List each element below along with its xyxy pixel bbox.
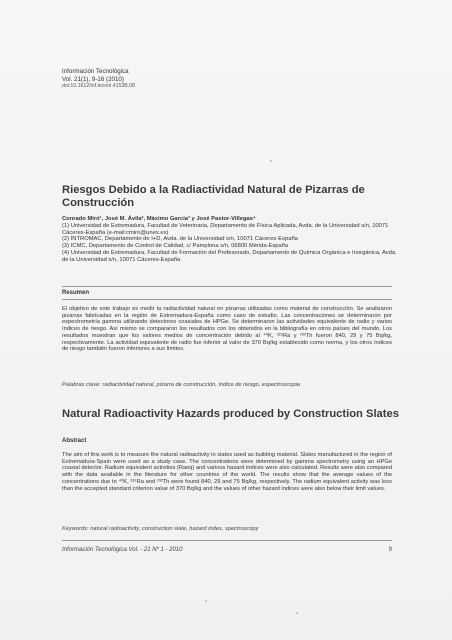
resumen-heading: Resumen (62, 290, 90, 296)
divider-top (62, 286, 392, 287)
resumen-keywords: Palabras clave: radiactividad natural, pizarra de construcción, índice de riesgo, espectroscopia (62, 382, 301, 388)
page-footer (62, 547, 392, 553)
scan-speck (296, 612, 298, 614)
affiliation-4: (4) Universidad de Extremadura, Facultad de Formación del Profesorado, Departamento de Química Orgánica e Inorgánica, Avda. de la Universidad s/n, 10071 Cáceres-España (62, 249, 397, 263)
abstract-keywords: Keywords: natural radioactivity, construction slate, hazard index, spectroscopy (62, 526, 259, 532)
affiliation-2: (2) INTROMAC, Departamento de I+D, Avda. de la Universidad s/n, 10071 Cáceres-España (62, 236, 298, 243)
author-names: Conrado Miró¹, José M. Ávila², Máximo García³ y José Pastor-Villegas⁴ (62, 216, 256, 222)
resumen-text: El objetivo de este trabajo es medir la radiactividad natural en pizarras utilizadas como material de construcción. Se analizaron pizarras fabricadas en la región de Extremadura-España como caso de estudio. Las concentraciones se determinaron por espectrometría gamma utilizando detectores coaxiales de HPGe. Se determinaron las actividades equivalente de radio y varios índices de riesgo. Así mismo se compararon los resultados con los obtenidos en la bibliografía en otros países del mundo. Los resultados muestran que los valores medios de concentración debido al ⁴⁰K, ²²⁶Ra y ²³²Th fueron 840, 29 y 75 Bq/kg, respectivamente. La actividad equivalente de radio fue inferior al valor de 370 Bq/kg establecido como norma, y los otros índices de riesgo también fueron inferiores a sus límites. (62, 306, 392, 353)
journal-volume: Vol. 21(1), 9-16 (2010) (62, 75, 124, 83)
authors-block (62, 216, 402, 264)
affiliation-3: (3) ICMC, Departamento de Control de Calidad, c/ Pamplona s/n, 06800 Mérida-España (62, 243, 289, 250)
affiliation-1: (1) Universidad de Extremadura, Facultad de Veterinaria, Departamento de Física Aplicada, Avda. de la Universidad s/n, 10071 Cáceres-España (e-mail:cmiro@unex.es) (62, 222, 389, 236)
scan-speck (270, 160, 272, 162)
page-number: 9 (388, 547, 392, 553)
divider-resumen (62, 299, 392, 300)
divider-footer (62, 540, 392, 541)
title-spanish: Riesgos Debido a la Radiactividad Natural de Pizarras de Construcción (62, 184, 365, 209)
footer-citation: Información Tecnológica Vol. - 21 Nº 1 - 2010 (62, 547, 183, 553)
journal-doi: doi:10.1612/inf.tecnol.4153B.08 (62, 83, 135, 90)
abstract-text: The aim of this work is to measure the natural radioactivity in slates used as building material. Slates manufactured in the region of Extremadura-Spain were used as a study case. The concentrations were determined by gamma spectrometry using an HPGe coaxial detector. Radium equivalent activities (Raeq) and various hazard indices were also calculated. Results were also compared with the data available in the literature for other countries of the world. The results show that the average values of the concentrations due to ⁴⁰K, ²²⁶Ra and ²³²Th were found 840, 29 and 75 Bq/kg, respectively. The radium equivalent activity was less than the accepted standard criterion value of 370 Bq/kg and the values of other hazard indices were also below their limit values. (62, 452, 392, 492)
journal-name: Información Tecnológica (62, 68, 129, 75)
abstract-heading: Abstract (62, 438, 87, 444)
title-english: Natural Radioactivity Hazards produced by Construction Slates (62, 408, 399, 420)
journal-header (62, 68, 135, 91)
scan-speck (205, 600, 207, 602)
